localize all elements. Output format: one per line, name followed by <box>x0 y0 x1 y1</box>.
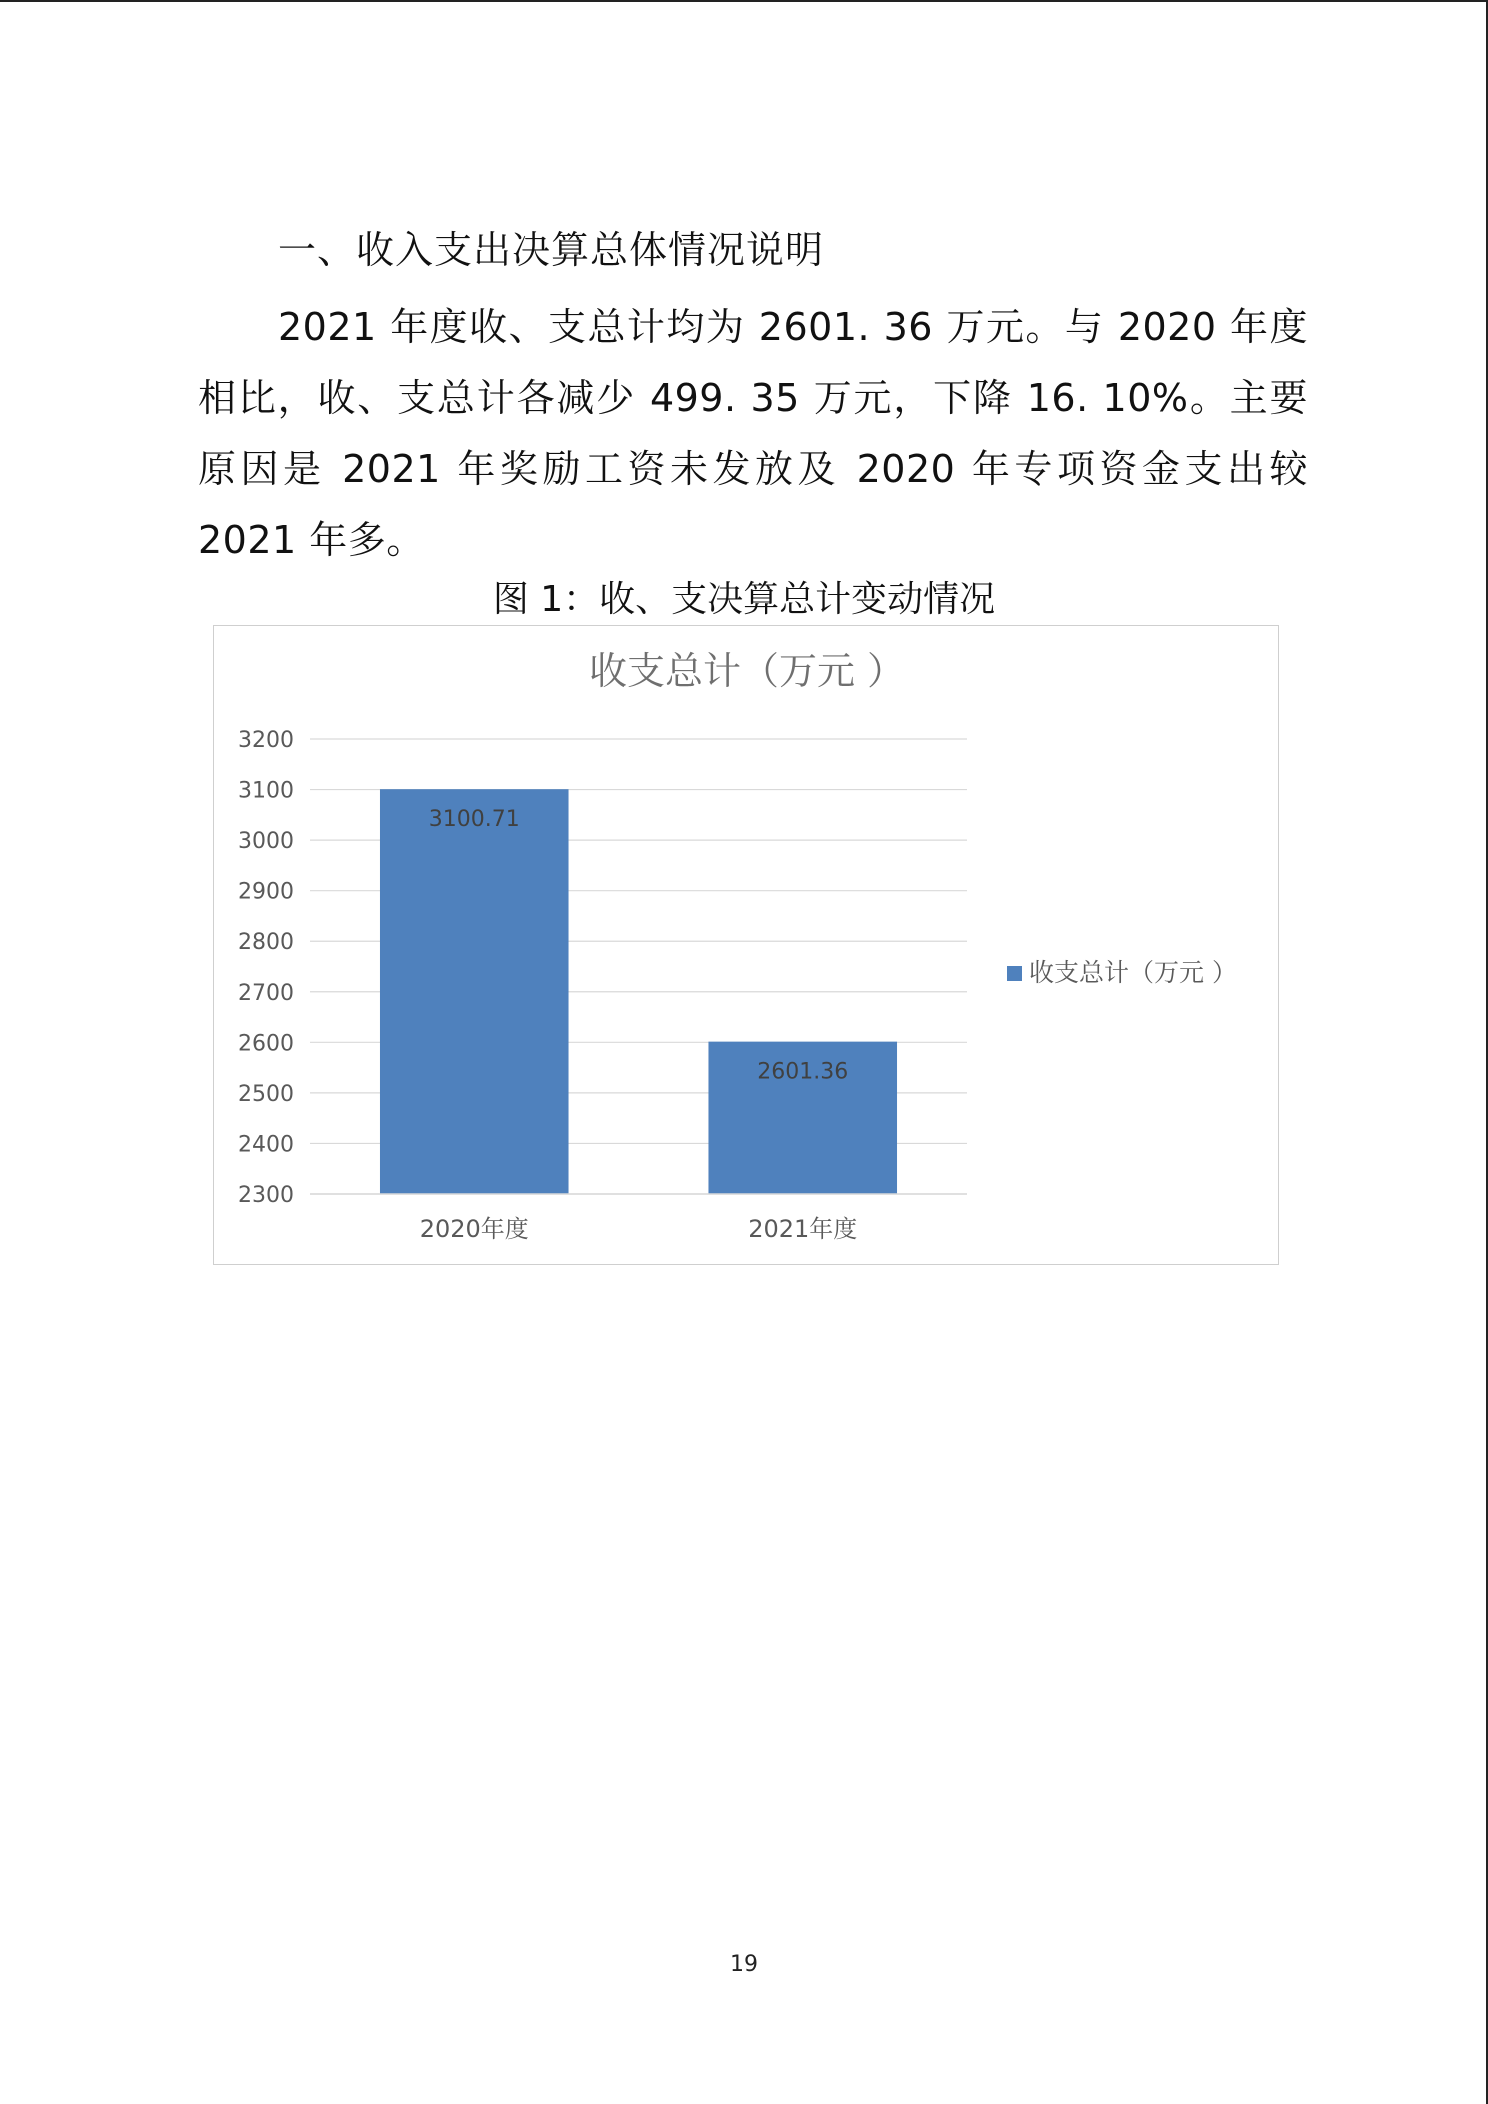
x-tick-label-2021年度: 2021年度 <box>748 1215 858 1243</box>
x-tick-label-2020年度: 2020年度 <box>419 1215 529 1243</box>
chart-title: 收支总计（万元 ） <box>588 649 906 693</box>
bar-2020年度 <box>380 789 569 1194</box>
y-tick-label-2800: 2800 <box>238 930 294 956</box>
section-heading: 一、收入支出决算总体情况说明 <box>278 228 825 272</box>
y-tick-label-3100: 3100 <box>238 778 294 804</box>
y-tick-label-2300: 2300 <box>238 1183 294 1208</box>
data-label-2021年度: 2601.36 <box>757 1059 849 1085</box>
data-label-2020年度: 3100.71 <box>428 807 520 833</box>
legend-swatch <box>1007 966 1022 981</box>
y-tick-label-2500: 2500 <box>238 1081 294 1107</box>
page-top-border <box>0 0 1488 2</box>
y-tick-label-2900: 2900 <box>238 879 294 905</box>
y-tick-label-3000: 3000 <box>238 829 294 855</box>
y-tick-label-2700: 2700 <box>238 980 294 1006</box>
chart-frame <box>213 625 1279 1265</box>
legend-label: 收支总计（万元 ） <box>1029 958 1237 987</box>
y-tick-label-2400: 2400 <box>238 1132 294 1158</box>
page-number: 19 <box>730 1952 758 1977</box>
body-paragraph: 2021 年度收、支总计均为 2601. 36 万元。与 2020 年度相比，收、支总计各减少 499. 35 万元，下降 16. 10%。主要原因是 2021 年奖励工资未发放及 2020 年专项资金支出较 2021 年多。 <box>198 305 1308 562</box>
y-tick-label-2600: 2600 <box>238 1031 294 1057</box>
bar-chart <box>214 626 1280 1266</box>
y-tick-label-3200: 3200 <box>238 728 294 753</box>
figure-caption: 图 1：收、支决算总计变动情况 <box>492 579 996 620</box>
